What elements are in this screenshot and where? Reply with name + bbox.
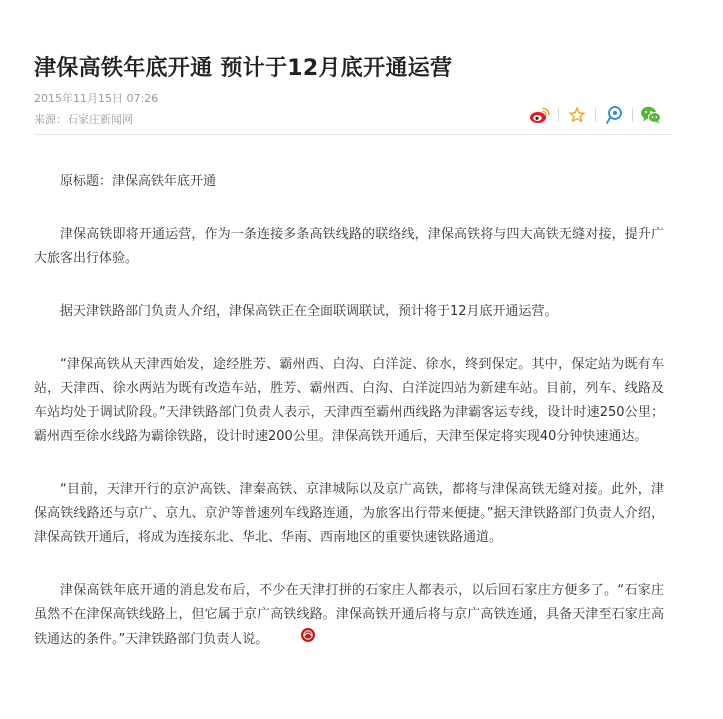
share-weibo-button[interactable] xyxy=(528,103,552,127)
share-tencent-button[interactable] xyxy=(602,103,626,127)
wechat-icon xyxy=(640,105,662,125)
paragraph: “津保高铁从天津西始发，途经胜芳、霸州西、白沟、白洋淀、徐水，终到保定。其中，保定站为既有车站，天津西、徐水两站为既有改造车站，胜芳、霸州西、白沟、白洋淀四站为新建车站。目前，列车、线路及车站均处于调试阶段。”天津铁路部门负责人表示，天津西至霸州西线路为津霸客运专线，设计时速250公里；霸州西至徐水线路为霸徐铁路，设计时速200公里。津保高铁开通后，天津至保定将实现40分钟快速通达。 xyxy=(34,357,664,444)
paragraph-last-text: 津保高铁年底开通的消息发布后，不少在天津打拼的石家庄人都表示，以后回石家庄方便多了。“石家庄虽然不在津保高铁线路上，但它属于京广高铁线路。津保高铁开通后将与京广高铁连通，具备天津至石家庄高铁通达的条件。”天津铁路部门负责人说。 xyxy=(34,583,664,647)
share-divider xyxy=(632,108,633,122)
share-divider xyxy=(595,108,596,122)
tencent-weibo-icon xyxy=(604,105,624,125)
article-source: 来源：石家庄新闻网 xyxy=(34,113,133,126)
paragraph: 据天津铁路部门负责人介绍，津保高铁正在全面联调联试，预计将于12月底开通运营。 xyxy=(60,304,558,319)
favorite-button[interactable] xyxy=(565,103,589,127)
article-title: 津保高铁年底开通 预计于12月底开通运营 xyxy=(34,55,453,81)
publish-date: 2015年11月15日 07:26 xyxy=(34,92,159,105)
share-wechat-button[interactable] xyxy=(639,103,663,127)
paragraph: 津保高铁即将开通运营，作为一条连接多条高铁线路的联络线，津保高铁将与四大高铁无缝对接，提升广大旅客出行体验。 xyxy=(34,227,664,266)
header-divider xyxy=(34,134,671,135)
star-icon xyxy=(567,105,587,125)
paragraph-original-title: 原标题：津保高铁年底开通 xyxy=(60,174,217,189)
paragraph: “目前，天津开行的京沪高铁、津秦高铁、京津城际以及京广高铁，都将与津保高铁无缝对接。此外，津保高铁线路还与京广、京九、京沪等普速列车线路连通，为旅客出行带来便捷。”据天津铁路部门负责人介绍，津保高铁开通后，将成为连接东北、华北、华南、西南地区的重要快速铁路通道。 xyxy=(34,482,664,545)
share-bar xyxy=(528,103,663,127)
paragraph-last xyxy=(34,579,664,652)
article-body xyxy=(34,170,664,681)
article-end-logo-icon xyxy=(274,627,316,652)
share-divider xyxy=(558,108,559,122)
weibo-icon xyxy=(529,106,551,124)
